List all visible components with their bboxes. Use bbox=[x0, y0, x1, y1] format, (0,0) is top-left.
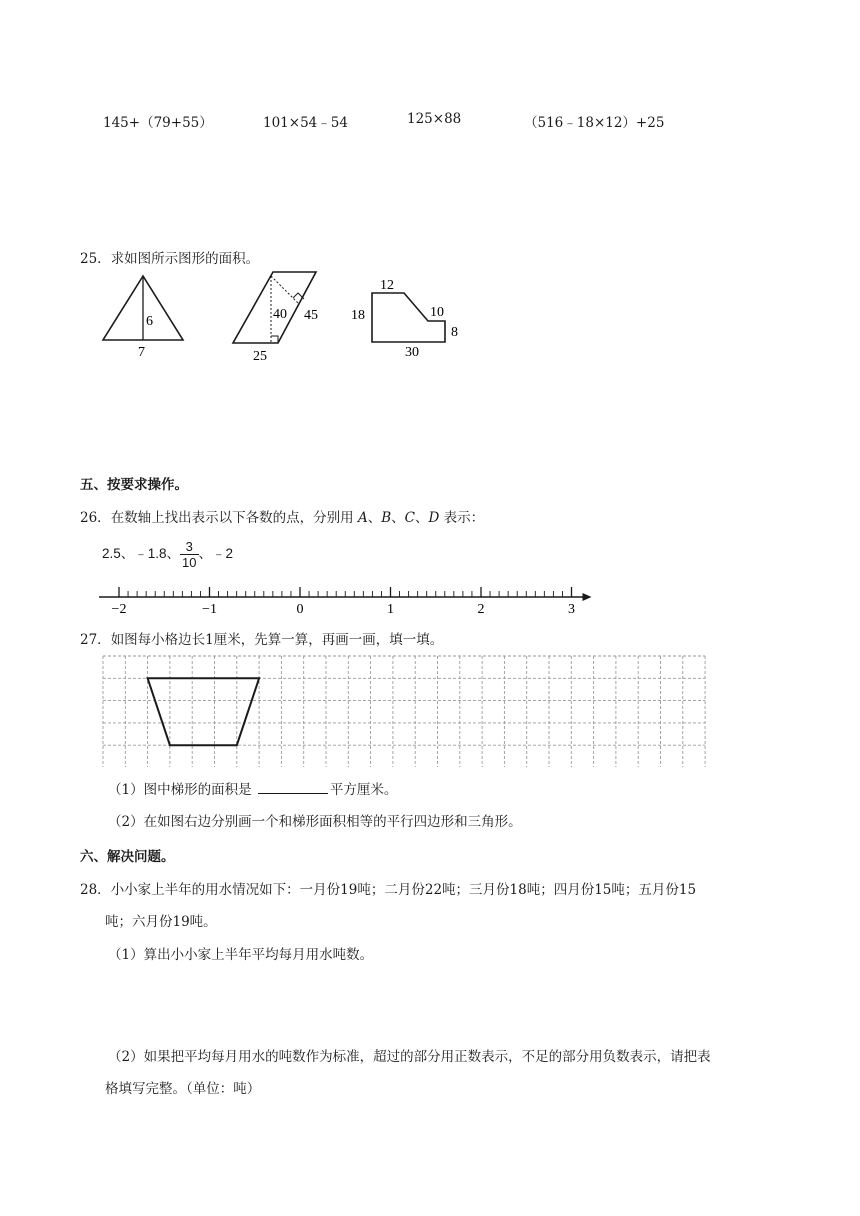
composite-bottom-label: 30 bbox=[405, 345, 419, 360]
answer-blank[interactable] bbox=[258, 781, 328, 794]
tick-label: −1 bbox=[202, 602, 217, 616]
separator: 、 bbox=[367, 510, 382, 526]
q27-sub2: （2）在如图右边分别画一个和梯形面积相等的平行四边形和三角形。 bbox=[108, 814, 522, 830]
parallelogram-base-label: 25 bbox=[253, 349, 267, 364]
q28-sub2-line-2: 格填写完整。（单位：吨） bbox=[105, 1081, 261, 1097]
section-heading-6: 六、解决问题。 bbox=[80, 849, 175, 865]
section-heading-5: 五、按要求操作。 bbox=[80, 477, 188, 493]
question-text: 在数轴上找出表示以下各数的点，分别用 bbox=[110, 510, 354, 526]
question-text: 小小家上半年的用水情况如下：一月份19吨；二月份22吨；三月份18吨；四月份15吨；五月份15 bbox=[110, 882, 697, 898]
question-28-line-1 bbox=[80, 878, 696, 898]
tick-label: 0 bbox=[296, 602, 304, 616]
question-number: 27． bbox=[80, 632, 111, 648]
axis-arrow-icon bbox=[583, 593, 592, 601]
q25-figures bbox=[95, 268, 475, 364]
composite-left-label: 18 bbox=[351, 308, 365, 323]
triangle-figure bbox=[103, 276, 183, 360]
parallelogram-figure bbox=[233, 272, 318, 364]
fraction-denominator: 10 bbox=[182, 554, 197, 570]
triangle-height-label: 6 bbox=[146, 314, 153, 329]
composite-step-label: 10 bbox=[430, 305, 444, 320]
sub-question-text: （1）图中梯形的面积是 bbox=[108, 782, 252, 798]
tick-label: 1 bbox=[387, 602, 394, 616]
tick-label: 3 bbox=[568, 602, 575, 616]
parallelogram-height-label: 40 bbox=[273, 307, 287, 322]
fraction-three-tenths bbox=[180, 539, 198, 570]
values-suffix: 、﹣2 bbox=[198, 546, 234, 561]
question-number: 25． bbox=[80, 251, 111, 267]
q28-sub2-line-1: （2）如果把平均每月用水的吨数作为标准，超过的部分用正数表示，不足的部分用负数表示，请把表 bbox=[108, 1049, 711, 1065]
question-number: 26． bbox=[80, 510, 111, 526]
tick-label: −2 bbox=[111, 602, 127, 616]
question-25 bbox=[80, 247, 259, 267]
number-line bbox=[95, 576, 595, 616]
grid-with-trapezoid bbox=[102, 655, 712, 767]
triangle-base-label: 7 bbox=[138, 345, 145, 360]
question-number: 28． bbox=[80, 882, 111, 898]
tick-label: 2 bbox=[477, 602, 485, 616]
separator: 、 bbox=[415, 510, 429, 526]
fraction-numerator: 3 bbox=[180, 539, 198, 555]
question-text-end: 表示： bbox=[443, 510, 485, 526]
point-label-c: C bbox=[404, 510, 415, 526]
question-26 bbox=[80, 506, 484, 526]
separator: 、 bbox=[391, 510, 405, 526]
parallelogram-side-label: 45 bbox=[304, 308, 318, 323]
calc-expression-4: （516﹣18×12）+25 bbox=[524, 115, 665, 131]
composite-right-label: 8 bbox=[451, 325, 458, 340]
question-text: 如图每小格边长1厘米，先算一算，再画一画，填一填。 bbox=[110, 632, 444, 648]
q26-values bbox=[102, 536, 233, 572]
q27-sub1 bbox=[108, 778, 397, 798]
calc-expression-1: 145+（79+55） bbox=[103, 115, 213, 131]
composite-figure bbox=[351, 278, 458, 360]
sub-question-unit: 平方厘米。 bbox=[329, 782, 398, 798]
question-28-line-2: 吨；六月份19吨。 bbox=[105, 914, 217, 930]
calc-expression-2: 101×54﹣54 bbox=[263, 115, 348, 131]
point-label-a: A bbox=[357, 510, 368, 526]
trapezoid-shape bbox=[148, 678, 260, 745]
q28-sub1: （1）算出小小家上半年平均每月用水吨数。 bbox=[108, 947, 374, 963]
question-27 bbox=[80, 628, 443, 648]
composite-top-label: 12 bbox=[380, 278, 394, 293]
calc-expression-3: 125×88 bbox=[407, 111, 462, 127]
values-prefix: 2.5、﹣1.8、 bbox=[102, 546, 181, 561]
question-text: 求如图所示图形的面积。 bbox=[110, 251, 260, 267]
point-label-d: D bbox=[428, 510, 440, 526]
point-label-b: B bbox=[381, 510, 392, 526]
